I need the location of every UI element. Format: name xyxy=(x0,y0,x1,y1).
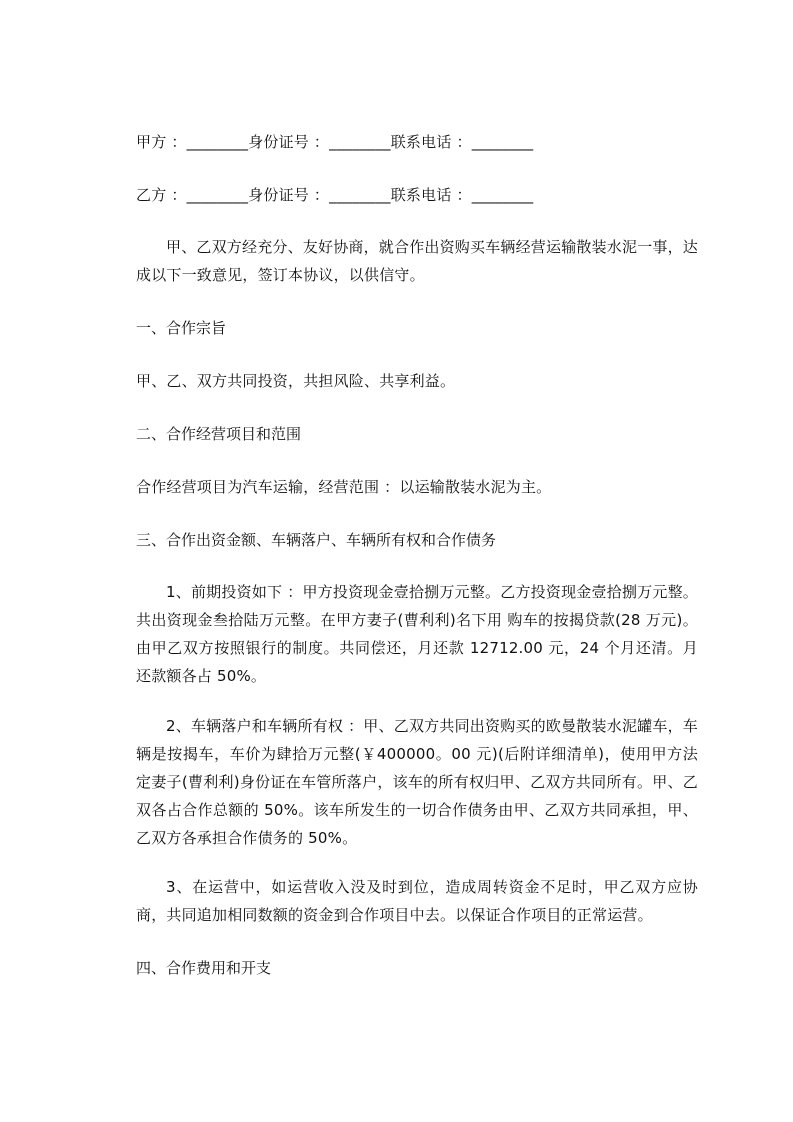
intro-paragraph: 甲、乙双方经充分、友好协商，就合作出资购买车辆经营运输散装水泥一事，达成以下一致意见，签订本协议，以供信守。 xyxy=(136,238,699,284)
section-1-title: 一、合作宗旨 xyxy=(136,319,227,337)
section-4-title: 四、合作费用和开支 xyxy=(136,959,272,977)
section-3-item-2: 2、车辆落户和车辆所有权 ：甲、乙双方共同出资购买的欧曼散装水泥罐车，车辆是按揭车，车价为肆拾万元整(￥400000。00 元)(后附详细清单)，使用甲方法定妻子(曹利利)身份证在车管所落户，该车的所有权归甲、乙双方共同所有。甲、乙双各占合作总额的 50%。该车所发生的一切合作债务由甲、乙双方共同承担，甲、乙双方各承担合作债务的 50%。 xyxy=(136,717,698,847)
party-a-line: 甲方 ：________身份证号 ：________联系电话 ：________ xyxy=(136,133,534,151)
section-2-body: 合作经营项目为汽车运输，经营范围 ：以运输散装水泥为主。 xyxy=(136,478,552,496)
section-2-title: 二、合作经营项目和范围 xyxy=(136,425,302,443)
section-3-item-3: 3、在运营中，如运营收入没及时到位，造成周转资金不足时，甲乙双方应协商，共同追加相同数额的资金到合作项目中去。以保证合作项目的正常运营。 xyxy=(136,878,698,924)
party-b-line: 乙方 ：________身份证号 ：________联系电话 ：________ xyxy=(136,186,534,204)
section-1-body: 甲、乙、双方共同投资，共担风险、共享利益。 xyxy=(136,372,456,390)
section-3-title: 三、合作出资金额、车辆落户、车辆所有权和合作债务 xyxy=(136,531,497,549)
section-3-item-1: 1、前期投资如下 ：甲方投资现金壹拾捌万元整。乙方投资现金壹拾捌万元整。共出资现金叁拾陆万元整。在甲方妻子(曹利利)名下用 购车的按揭贷款(28 万元)。由甲乙双方按照银行的制度。共同偿还，月还款 12712.00 元，24 个月还清。月还款额各占 50%。 xyxy=(136,583,698,685)
